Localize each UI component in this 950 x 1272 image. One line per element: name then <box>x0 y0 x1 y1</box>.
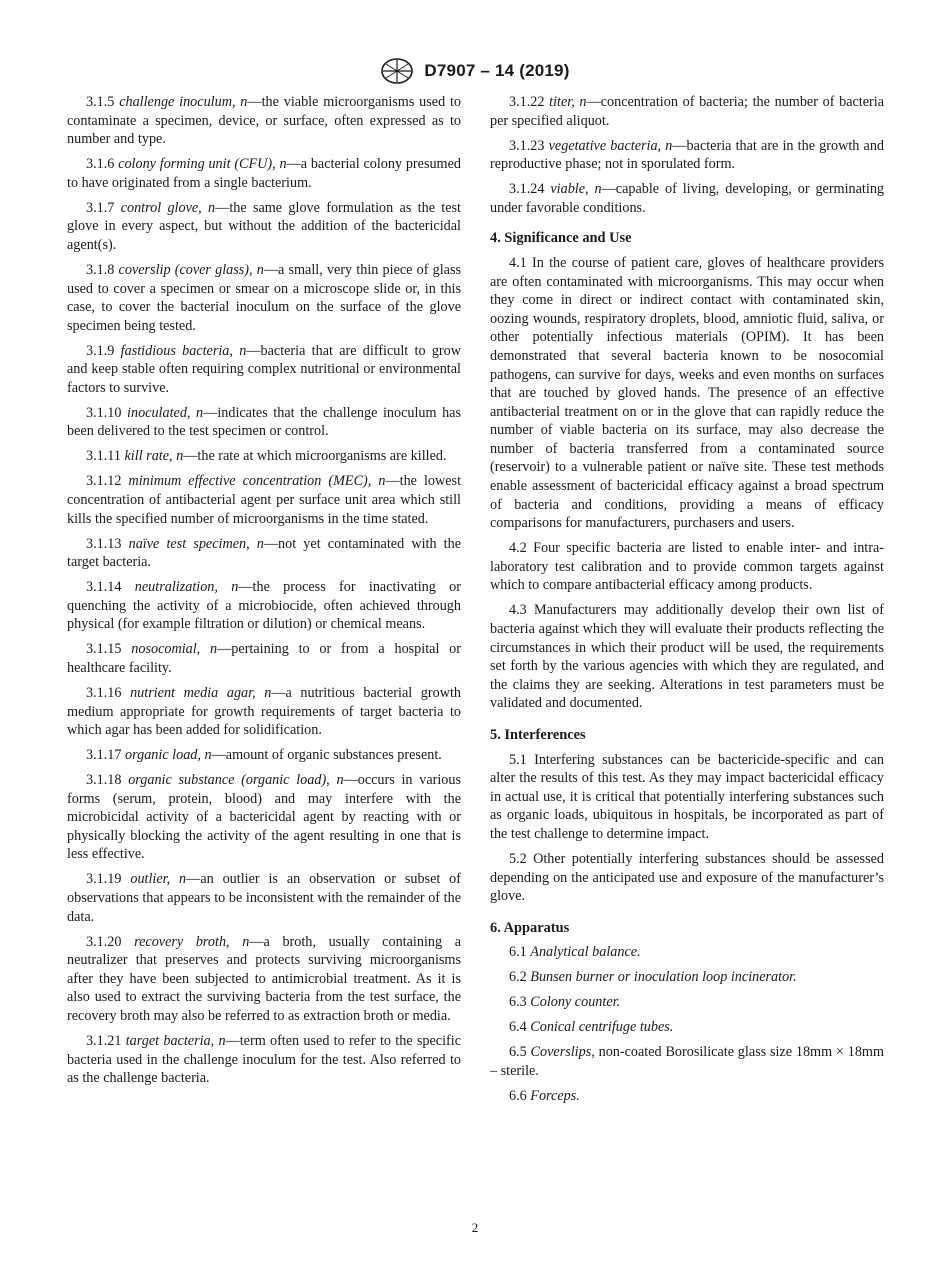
definition-3-1-18: 3.1.18 organic substance (organic load), n—occurs in various forms (serum, protein, blood) and may interfere with the microbicidal activity of a bactericidal agent by reacting with or physically blocking the activity of the agent resulting in one that is less effective. <box>67 772 461 863</box>
apparatus-6-1: 6.1 Analytical balance. <box>509 944 641 961</box>
section-5-heading: 5. Interferences <box>490 726 586 743</box>
apparatus-6-4: 6.4 Conical centrifuge tubes. <box>509 1019 674 1036</box>
definition-3-1-8: 3.1.8 coverslip (cover glass), n—a small, very thin piece of glass used to cover a specimen or smear on a microscope slide or, in this case, to cover the bacterial inoculum on the surface of the glove specimen being tested. <box>67 261 462 334</box>
definition-3-1-23: 3.1.23 vegetative bacteria, n—bacteria that are in the growth and reproductive phase; not in sporulated form. <box>490 137 885 173</box>
definition-3-1-24: 3.1.24 viable, n—capable of living, developing, or germinating under favorable conditions. <box>490 181 885 216</box>
section-4-heading: 4. Significance and Use <box>490 230 632 247</box>
section-6-heading: 6. Apparatus <box>490 919 570 936</box>
definition-3-1-17: 3.1.17 organic load, n—amount of organic substances present. <box>86 747 442 764</box>
definition-3-1-15: 3.1.15 nosocomial, n—pertaining to or from a hospital or healthcare facility. <box>67 641 461 676</box>
apparatus-6-6: 6.6 Forceps. <box>509 1087 580 1104</box>
definition-3-1-12: 3.1.12 minimum effective concentration (MEC), n—the lowest concentration of antibacterial agent per surface unit area which still kills the specified number of microorganisms in the time stated. <box>67 473 462 527</box>
apparatus-6-5: 6.5 Coverslips, non-coated Borosilicate glass size 18mm × 18mm – sterile. <box>490 1044 885 1079</box>
paragraph-5-2: 5.2 Other potentially interfering substances should be assessed depending on the anticipated use and exposure of the manufacturer’s glove. <box>490 850 884 905</box>
paragraph-5-1: 5.1 Interfering substances can be bactericide-specific and can alter the results of this test. As they may impact bactericidal efficacy in actual use, it is critical that potentially interfering substances such as organic loads, ubiquitous in hospitals, be incorporated as part of the test challenge to determine impact. <box>490 751 884 842</box>
astm-logo-icon <box>380 57 414 85</box>
apparatus-6-3: 6.3 Colony counter. <box>509 994 621 1011</box>
page-number: 2 <box>471 1220 479 1235</box>
document-id: D7907 – 14 (2019) <box>424 61 570 80</box>
definition-3-1-13: 3.1.13 naïve test specimen, n—not yet contaminated with the target bacteria. <box>67 535 462 571</box>
definition-3-1-14: 3.1.14 neutralization, n—the process for inactivating or quenching the activity of a microbiocide, often achieved through physical (for example filtration or dilution) or chemical means. <box>67 579 461 633</box>
page-header <box>0 58 950 84</box>
definition-3-1-16: 3.1.16 nutrient media agar, n—a nutritious bacterial growth medium appropriate for growth requirements of target bacteria to which agar has been added for solidification. <box>67 684 461 739</box>
paragraph-4-1: 4.1 In the course of patient care, gloves of healthcare providers are often contaminated with microorganisms. This may occur when they come in direct or indirect contact with contaminated skin, oozing wounds, respiratory droplets, blood, amniotic fluid, saliva, or other potentially infectious materials (OPIM). It has been demonstrated that several bacteria known to be nosocomial pathogens, can survive for days, weeks and even months on surfaces that are touched by gloved hands. The presence of an effective antibacterial treatment on or in the glove that can rapidly reduce the number of viable bacteria on its surface, may also decrease the number of bacteria transferred from a contaminated source (reservoir) to a vulnerable patient or naïve site. These test methods enable assessment of bactericidal efficacy against a broad spectrum of bacteria and conditions, providing a means of efficacy comparisons for manufacturers, purchasers and users. <box>490 254 884 532</box>
paragraph-4-3: 4.3 Manufacturers may additionally develop their own list of bacteria against which they will evaluate their products reflecting the circumstances in which their product will be used, the requirements set forth by the various agencies with which they are regulated, and the claims they are seeking. Alterations in test parameters must be validated and documented. <box>490 602 884 712</box>
definition-3-1-22: 3.1.22 titer, n—concentration of bacteria; the number of bacteria per specified aliquot. <box>490 94 884 129</box>
definition-3-1-20: 3.1.20 recovery broth, n—a broth, usually containing a neutralizer that preserves and protects surviving microorganisms after they have been subjected to antimicrobial treatment. As it is also used to extract the surviving bacteria from the test surface, the recovery broth may also be referred to as extraction broth or media. <box>67 933 462 1024</box>
definition-3-1-5: 3.1.5 challenge inoculum, n—the viable microorganisms used to contaminate a specimen, device, or surface, often expressed as to number and type. <box>67 94 462 148</box>
definition-3-1-6: 3.1.6 colony forming unit (CFU), n—a bacterial colony presumed to have originated from a single bacterium. <box>67 156 461 191</box>
right-column <box>490 93 884 1112</box>
paragraph-4-2: 4.2 Four specific bacteria are listed to enable inter- and intra- laboratory test calibration and to provide common targets against which to compare antibacterial efficacy among products. <box>490 540 884 594</box>
apparatus-6-2: 6.2 Bunsen burner or inoculation loop incinerator. <box>509 969 797 986</box>
left-column <box>67 93 461 1094</box>
definition-3-1-11: 3.1.11 kill rate, n—the rate at which microorganisms are killed. <box>86 448 447 465</box>
definition-3-1-10: 3.1.10 inoculated, n—indicates that the challenge inoculum has been delivered to the test specimen or control. <box>67 404 462 440</box>
definition-3-1-21: 3.1.21 target bacteria, n—term often used to refer to the specific bacteria used in the challenge inoculum for the test. Also referred to as the challenge bacteria. <box>67 1032 461 1087</box>
definition-3-1-7: 3.1.7 control glove, n—the same glove formulation as the test glove in every aspect, but without the addition of the bactericidal agent(s). <box>67 199 461 253</box>
definition-3-1-19: 3.1.19 outlier, n—an outlier is an observation or subset of observations that appears to be inconsistent with the remainder of the data. <box>67 871 462 925</box>
definition-3-1-9: 3.1.9 fastidious bacteria, n—bacteria that are difficult to grow and keep stable often requiring complex nutritional or environmental factors to survive. <box>67 342 461 396</box>
